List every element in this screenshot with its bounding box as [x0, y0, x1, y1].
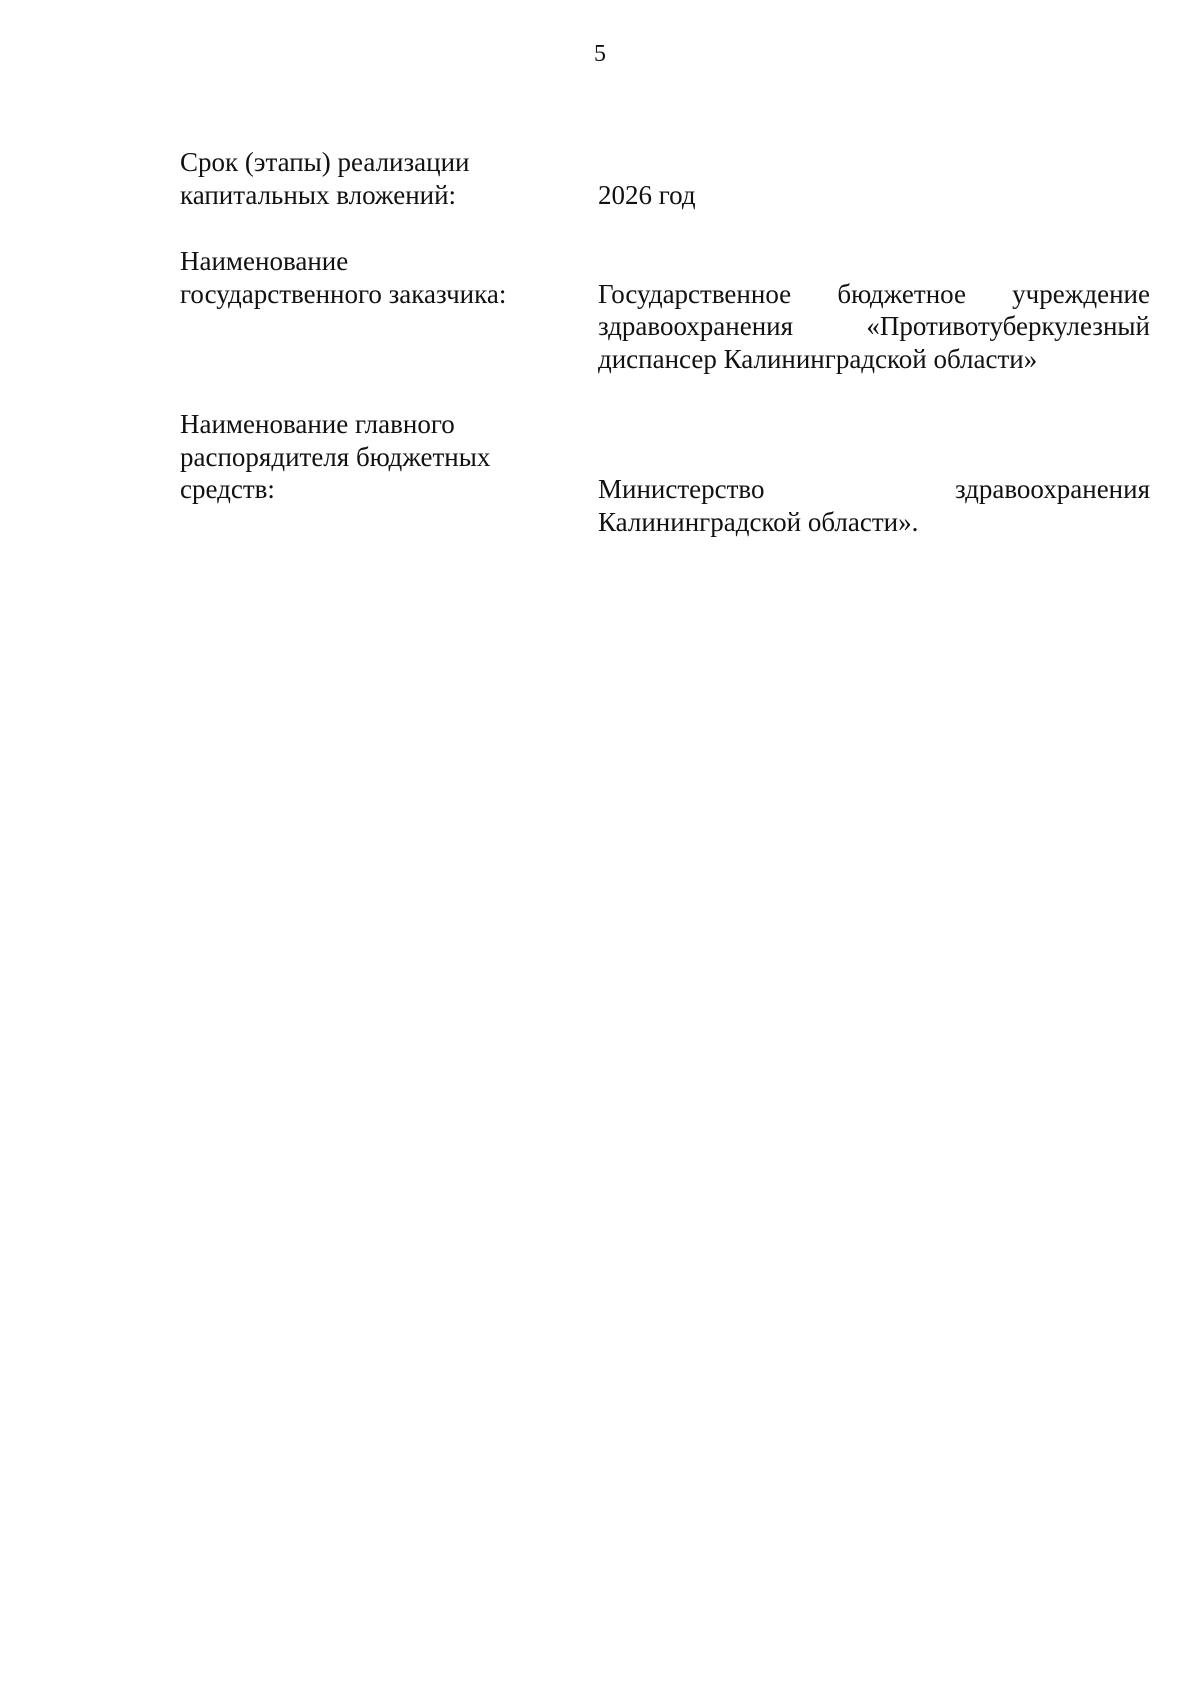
field-label — [180, 245, 580, 310]
field-chief-budget-manager — [180, 408, 1150, 548]
field-label-line: распорядителя бюджетных — [180, 441, 491, 472]
field-label-line: капитальных вложений: — [180, 179, 457, 210]
page-number: 5 — [594, 41, 606, 67]
field-value — [598, 179, 1150, 212]
field-value-line: диспансер Калининградской области» — [598, 343, 1038, 374]
field-label — [180, 146, 580, 211]
field-value-line: Калининградской области». — [598, 506, 919, 537]
field-label-line: государственного заказчика: — [180, 278, 507, 309]
field-value-line: здравоохранения «Противотуберкулезный — [598, 311, 1150, 341]
field-implementation-term — [180, 146, 1150, 216]
field-label-line: Наименование главного — [180, 409, 455, 439]
field-value-line: Государственное бюджетное учреждение — [598, 278, 1150, 309]
field-value — [598, 473, 1150, 538]
field-label — [180, 408, 580, 506]
field-value-line: Министерство здравоохранения — [598, 474, 1150, 504]
field-value — [598, 278, 1150, 376]
field-label-line: Срок (этапы) реализации — [180, 147, 470, 177]
field-label-line: Наименование — [180, 246, 349, 276]
field-label-line: средств: — [180, 474, 275, 504]
field-value-line: 2026 год — [598, 179, 696, 210]
field-state-customer — [180, 245, 1150, 385]
